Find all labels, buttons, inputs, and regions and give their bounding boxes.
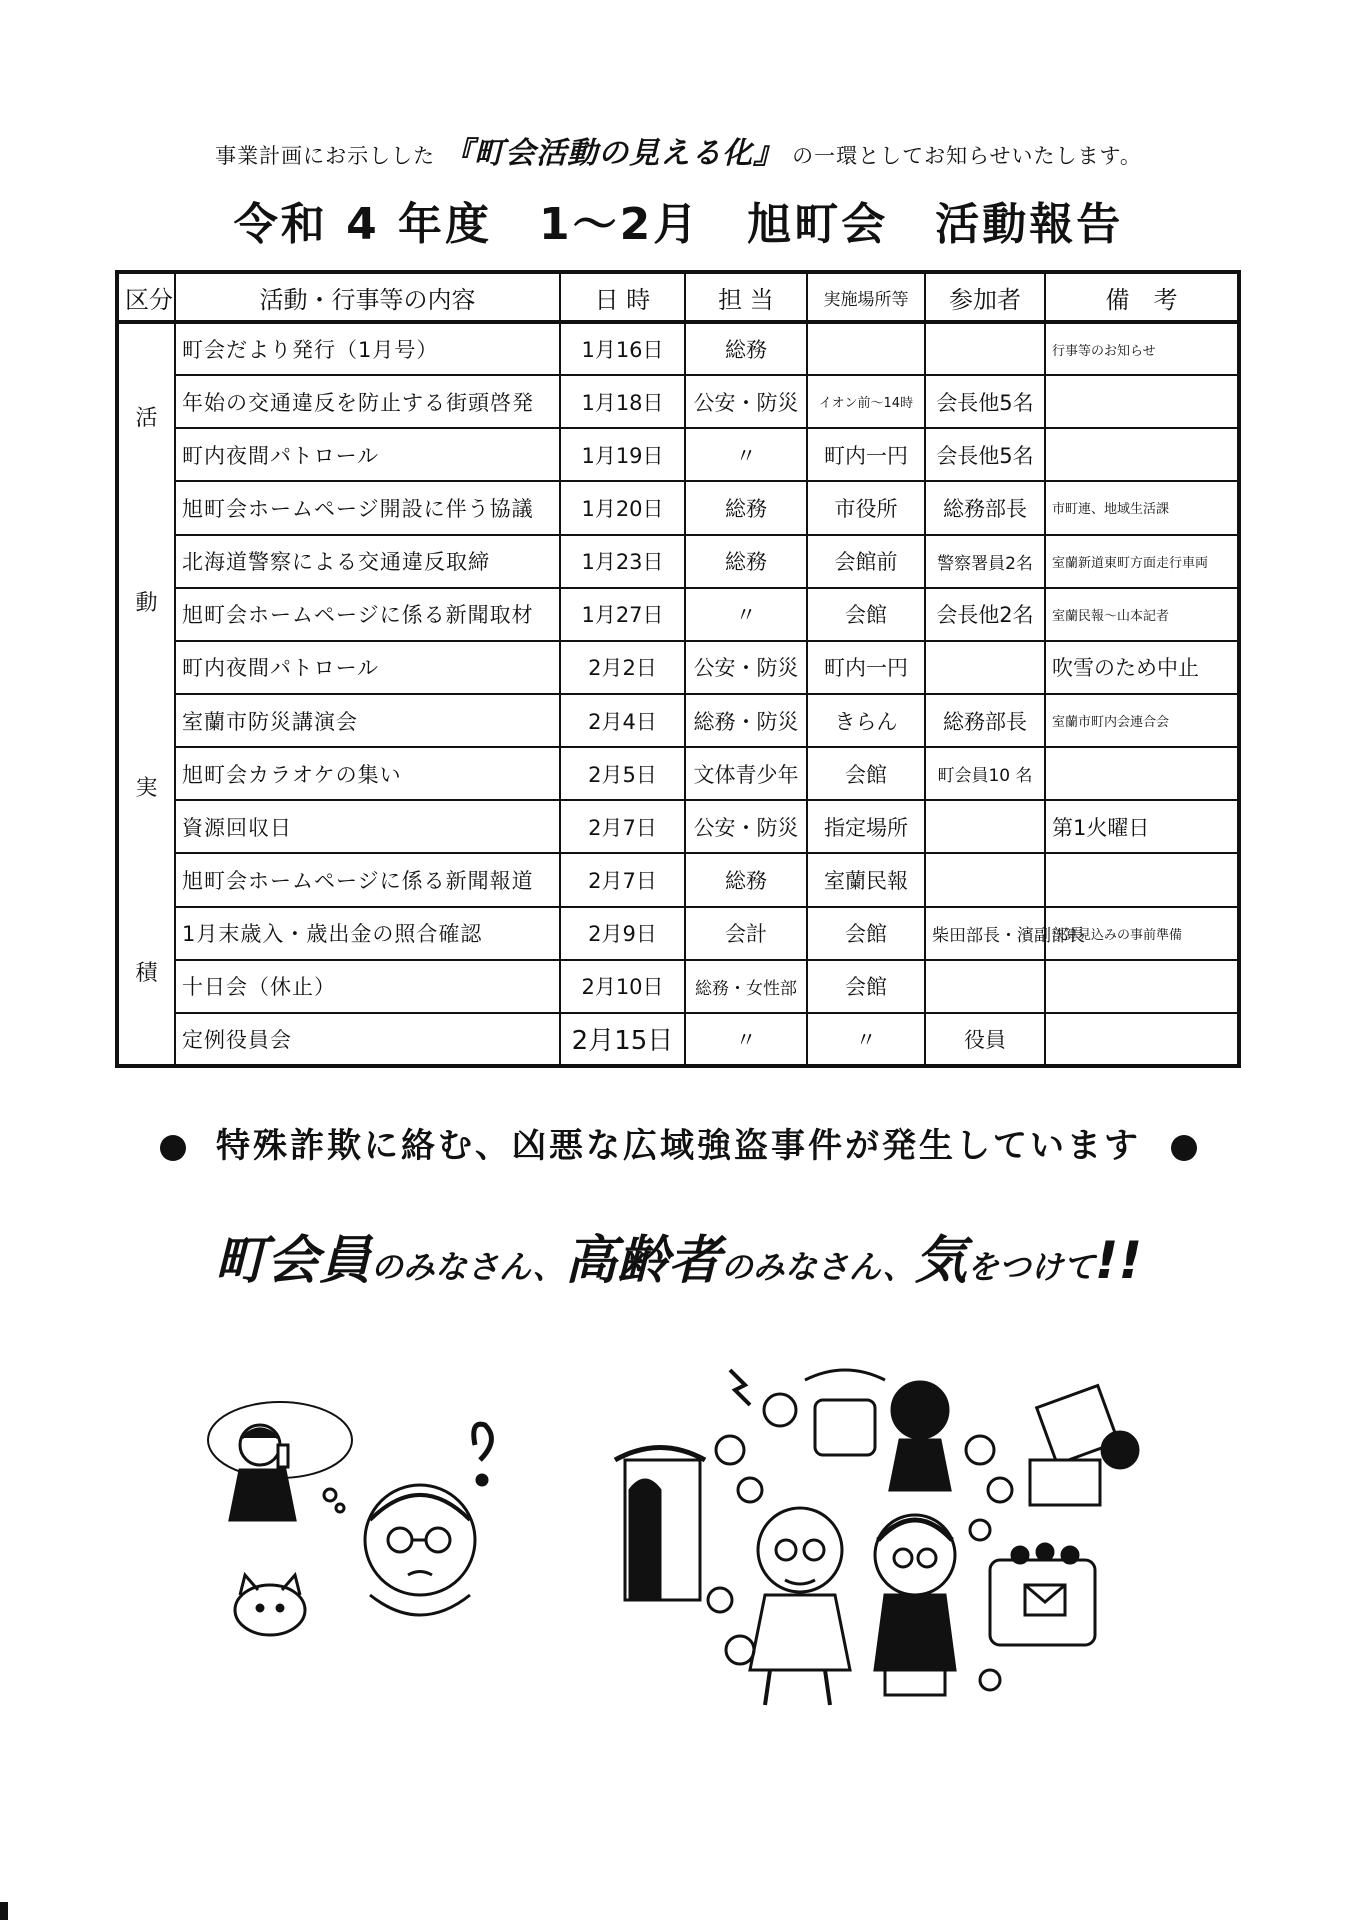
lightning-icon bbox=[730, 1370, 750, 1405]
intro-line bbox=[0, 128, 1357, 172]
cell-place: 町内一円 bbox=[807, 428, 925, 481]
cell-place: 町内一円 bbox=[807, 641, 925, 694]
cell-charge: 公安・防災 bbox=[685, 641, 807, 694]
category-cell bbox=[117, 322, 175, 1066]
cell-remarks: 室蘭民報～山本記者 bbox=[1045, 588, 1239, 641]
bullet-left-icon bbox=[160, 1135, 186, 1161]
warning-line bbox=[0, 1118, 1357, 1167]
slogan-part3: 高齢者 bbox=[564, 1231, 721, 1291]
table-row bbox=[117, 853, 1239, 906]
phone-scam-illustration bbox=[200, 1390, 520, 1650]
cell-date: 2月10日 bbox=[560, 960, 685, 1013]
intro-emphasis: 『町会活動の見える化』 bbox=[443, 136, 785, 171]
slogan-part4: のみなさん、 bbox=[720, 1248, 915, 1286]
cell-date: 2月15日 bbox=[560, 1013, 685, 1066]
cell-charge: 総務 bbox=[685, 853, 807, 906]
table-row bbox=[117, 907, 1239, 960]
cell-charge: 総務 bbox=[685, 322, 807, 375]
slogan-part2: のみなさん、 bbox=[370, 1248, 565, 1286]
cell-remarks: 吹雪のため中止 bbox=[1045, 641, 1239, 694]
cell-remarks bbox=[1045, 1013, 1239, 1066]
cell-date: 1月19日 bbox=[560, 428, 685, 481]
category-char: 動 bbox=[135, 591, 158, 616]
cell-date: 2月7日 bbox=[560, 800, 685, 853]
header-remarks: 備 考 bbox=[1045, 272, 1239, 322]
package-icon bbox=[1030, 1460, 1100, 1505]
cell-date: 2月9日 bbox=[560, 907, 685, 960]
table-header-row bbox=[117, 272, 1239, 322]
cell-date: 1月23日 bbox=[560, 535, 685, 588]
cell-activity: 十日会（休止） bbox=[175, 960, 560, 1013]
cell-place: 市役所 bbox=[807, 481, 925, 534]
question-mark-icon bbox=[474, 1424, 492, 1460]
cell-charge: 総務 bbox=[685, 481, 807, 534]
cell-activity: 旭町会ホームページ開設に伴う協議 bbox=[175, 481, 560, 534]
cell-remarks: 第1火曜日 bbox=[1045, 800, 1239, 853]
bullet-right-icon bbox=[1171, 1135, 1197, 1161]
elderly-woman-head-icon bbox=[875, 1515, 955, 1595]
cell-remarks bbox=[1045, 853, 1239, 906]
cell-activity: 旭町会ホームページに係る新聞取材 bbox=[175, 588, 560, 641]
table-row bbox=[117, 1013, 1239, 1066]
table-row bbox=[117, 641, 1239, 694]
cell-remarks bbox=[1045, 960, 1239, 1013]
header-participants: 参加者 bbox=[925, 272, 1045, 322]
cell-place: 会館 bbox=[807, 907, 925, 960]
cell-place bbox=[807, 322, 925, 375]
header-charge: 担 当 bbox=[685, 272, 807, 322]
table-row bbox=[117, 960, 1239, 1013]
table-row bbox=[117, 588, 1239, 641]
cell-date: 2月2日 bbox=[560, 641, 685, 694]
cell-charge: 総務・防災 bbox=[685, 694, 807, 747]
intro-after: の一環としてお知らせいたします。 bbox=[792, 144, 1142, 168]
cell-remarks: 市町連、地域生活課 bbox=[1045, 481, 1239, 534]
cell-activity: 室蘭市防災講演会 bbox=[175, 694, 560, 747]
table-row bbox=[117, 800, 1239, 853]
cell-participants: 役員 bbox=[925, 1013, 1045, 1066]
cell-participants: 会長他2名 bbox=[925, 588, 1045, 641]
cell-participants bbox=[925, 960, 1045, 1013]
intro-before: 事業計画にお示しした bbox=[215, 144, 436, 168]
elderly-woman-body-icon bbox=[875, 1595, 955, 1670]
cell-charge: 〃 bbox=[685, 588, 807, 641]
cell-charge: 総務・女性部 bbox=[685, 960, 807, 1013]
cell-activity: 町会だより発行（1月号） bbox=[175, 322, 560, 375]
cell-date: 1月20日 bbox=[560, 481, 685, 534]
cell-activity: 町内夜間パトロール bbox=[175, 641, 560, 694]
cell-activity: 旭町会カラオケの集い bbox=[175, 747, 560, 800]
cell-participants bbox=[925, 800, 1045, 853]
category-char: 積 bbox=[135, 961, 158, 986]
intruder-icon bbox=[630, 1480, 660, 1600]
cell-place: 会館 bbox=[807, 588, 925, 641]
cell-charge: 公安・防災 bbox=[685, 800, 807, 853]
activity-report-table bbox=[115, 270, 1241, 1068]
cell-date: 2月4日 bbox=[560, 694, 685, 747]
cell-place: イオン前～14時 bbox=[807, 375, 925, 428]
telephone-icon bbox=[815, 1400, 875, 1455]
door-roof-icon bbox=[615, 1448, 705, 1461]
cat-icon bbox=[235, 1585, 305, 1635]
cell-charge: 文体青少年 bbox=[685, 747, 807, 800]
cell-remarks: 室蘭市町内会連合会 bbox=[1045, 694, 1239, 747]
table-row bbox=[117, 694, 1239, 747]
category-char: 活 bbox=[135, 406, 158, 431]
cell-remarks: 行事等のお知らせ bbox=[1045, 322, 1239, 375]
cell-place: 会館 bbox=[807, 747, 925, 800]
cell-participants bbox=[925, 853, 1045, 906]
thief-icon bbox=[1102, 1432, 1138, 1468]
cell-remarks bbox=[1045, 747, 1239, 800]
cell-participants: 会長他5名 bbox=[925, 375, 1045, 428]
table-row bbox=[117, 535, 1239, 588]
warning-text: 特殊詐欺に絡む、凶悪な広域強盗事件が発生しています bbox=[216, 1126, 1141, 1166]
cell-activity: 定例役員会 bbox=[175, 1013, 560, 1066]
cell-activity: 年始の交通違反を防止する街頭啓発 bbox=[175, 375, 560, 428]
cell-charge: 公安・防災 bbox=[685, 375, 807, 428]
man-suit-icon bbox=[230, 1470, 295, 1520]
table-row bbox=[117, 322, 1239, 375]
cell-place: 会館 bbox=[807, 960, 925, 1013]
cell-activity: 1月末歳入・歳出金の照合確認 bbox=[175, 907, 560, 960]
elderly-man-head-icon bbox=[758, 1508, 842, 1592]
cell-date: 2月7日 bbox=[560, 853, 685, 906]
header-category: 区分 bbox=[117, 272, 175, 322]
cell-charge: 総務 bbox=[685, 535, 807, 588]
cell-place: 指定場所 bbox=[807, 800, 925, 853]
cell-activity: 資源回収日 bbox=[175, 800, 560, 853]
cell-participants: 会長他5名 bbox=[925, 428, 1045, 481]
cell-date: 2月5日 bbox=[560, 747, 685, 800]
slogan bbox=[0, 1218, 1357, 1293]
slogan-part6: をつけて bbox=[966, 1248, 1095, 1286]
cell-participants bbox=[925, 641, 1045, 694]
cell-remarks: 決算見込みの事前準備 bbox=[1045, 907, 1239, 960]
telephone-receiver-icon bbox=[278, 1445, 288, 1467]
header-activity: 活動・行事等の内容 bbox=[175, 272, 560, 322]
coin-icon bbox=[764, 1394, 796, 1426]
cell-remarks bbox=[1045, 375, 1239, 428]
cell-place: 室蘭民報 bbox=[807, 853, 925, 906]
cell-remarks: 室蘭新道東町方面走行車両 bbox=[1045, 535, 1239, 588]
cell-remarks bbox=[1045, 428, 1239, 481]
cell-participants bbox=[925, 322, 1045, 375]
cell-participants: 総務部長 bbox=[925, 481, 1045, 534]
cell-place: 〃 bbox=[807, 1013, 925, 1066]
table-row bbox=[117, 747, 1239, 800]
cell-charge: 〃 bbox=[685, 428, 807, 481]
table-row bbox=[117, 375, 1239, 428]
cell-place: 会館前 bbox=[807, 535, 925, 588]
shadow-figure-icon bbox=[892, 1382, 948, 1438]
cell-participants: 総務部長 bbox=[925, 694, 1045, 747]
slogan-part7: !! bbox=[1094, 1231, 1143, 1291]
cell-charge: 会計 bbox=[685, 907, 807, 960]
slogan-part5: 気 bbox=[914, 1231, 967, 1291]
cell-activity: 北海道警察による交通違反取締 bbox=[175, 535, 560, 588]
elderly-man-body-icon bbox=[750, 1595, 850, 1670]
cell-place: きらん bbox=[807, 694, 925, 747]
cell-participants: 町会員10 名 bbox=[925, 747, 1045, 800]
cell-activity: 町内夜間パトロール bbox=[175, 428, 560, 481]
page-title: 令和 4 年度 1～2月 旭町会 活動報告 bbox=[233, 199, 1124, 250]
slogan-part1: 町会員 bbox=[214, 1231, 371, 1291]
cell-date: 1月18日 bbox=[560, 375, 685, 428]
elderly-couple-scam-illustration bbox=[600, 1340, 1160, 1710]
cell-participants: 柴田部長・濱副部長 bbox=[925, 907, 1045, 960]
table-row bbox=[117, 428, 1239, 481]
cell-participants: 警察署員2名 bbox=[925, 535, 1045, 588]
table-row bbox=[117, 481, 1239, 534]
cell-activity: 旭町会ホームページに係る新聞報道 bbox=[175, 853, 560, 906]
cell-charge: 〃 bbox=[685, 1013, 807, 1066]
header-date: 日 時 bbox=[560, 272, 685, 322]
purse-icon bbox=[990, 1560, 1095, 1645]
cell-date: 1月16日 bbox=[560, 322, 685, 375]
header-place: 実施場所等 bbox=[807, 272, 925, 322]
category-char: 実 bbox=[135, 776, 158, 801]
cell-date: 1月27日 bbox=[560, 588, 685, 641]
corner-mark bbox=[0, 1902, 8, 1920]
